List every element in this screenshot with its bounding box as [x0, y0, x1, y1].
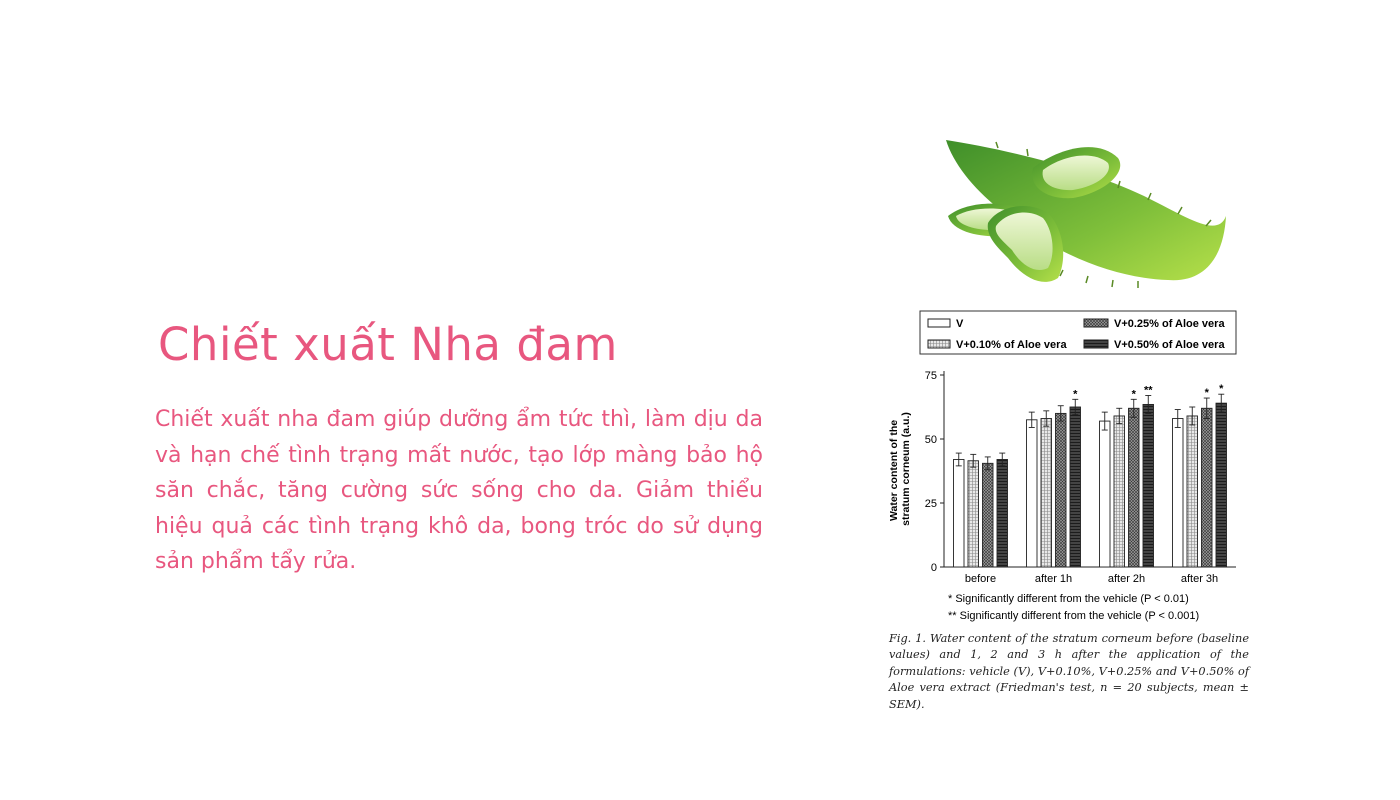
slide-title: Chiết xuất Nha đam: [158, 318, 618, 371]
y-tick-label: 50: [924, 434, 937, 446]
bar: [1114, 416, 1125, 567]
legend-label-v010: V+0.10% of Aloe vera: [956, 339, 1067, 351]
bar: [983, 463, 994, 567]
chart-legend: [920, 311, 1236, 354]
bar: [1027, 420, 1038, 567]
significance-marker: **: [1143, 384, 1153, 397]
bar: [1100, 421, 1111, 567]
legend-label-v: V: [956, 318, 964, 330]
water-content-chart: [884, 306, 1244, 626]
bar: [1187, 416, 1198, 567]
x-tick-label: after 1h: [1034, 573, 1073, 585]
legend-swatch-v010: [928, 340, 950, 348]
x-tick-label: before: [964, 573, 997, 585]
figure-caption: Fig. 1. Water content of the stratum corneum before (baseline values) and 1, 2 and 3 h after the application of the formulations: vehicle (V), V+0.10%, V+0.25% and V+0.50% of Aloe vera extract (Friedman's test, n = 20 subjects, mean ± SEM).: [889, 632, 1249, 711]
y-tick-label: 75: [924, 370, 937, 382]
legend-swatch-v: [928, 319, 950, 327]
legend-swatch-v025: [1084, 319, 1108, 327]
bar: [1129, 408, 1140, 567]
bar: [1173, 419, 1184, 567]
bar: [1143, 404, 1154, 567]
bar: [1070, 407, 1081, 567]
significance-note-2: ** Significantly different from the vehicle (P < 0.001): [948, 610, 1200, 622]
bar: [968, 461, 979, 567]
significance-marker: *: [1204, 387, 1209, 400]
bar: [1216, 403, 1227, 567]
legend-label-v025: V+0.25% of Aloe vera: [1114, 318, 1225, 330]
bar: [1041, 419, 1052, 567]
aloe-vera-leaf-icon: [938, 128, 1228, 298]
bar: [1202, 408, 1213, 567]
x-tick-label: after 3h: [1180, 573, 1219, 585]
y-tick-label: 25: [924, 498, 937, 510]
legend-swatch-v050: [1084, 340, 1108, 348]
y-axis-label: Water content of the stratum corneum (a.u.): [888, 412, 912, 526]
y-tick-label: 0: [930, 562, 937, 574]
significance-marker: *: [1219, 383, 1224, 396]
significance-marker: *: [1131, 388, 1136, 401]
bar: [997, 459, 1008, 567]
slide-body-text: Chiết xuất nha đam giúp dưỡng ẩm tức thì, làm dịu da và hạn chế tình trạng mất nước, tạo lớp màng bảo hộ săn chắc, tăng cường sức sống cho da. Giảm thiểu hiệu quả các tình trạng khô da, bong tróc do sử dụng sản phẩm tẩy rửa.: [155, 407, 763, 574]
significance-marker: *: [1073, 388, 1078, 401]
x-tick-label: after 2h: [1107, 573, 1146, 585]
chart-plot-area: [925, 370, 1236, 585]
legend-label-v050: V+0.50% of Aloe vera: [1114, 339, 1225, 351]
significance-note-1: * Significantly different from the vehicle (P < 0.01): [948, 593, 1189, 605]
bar: [954, 459, 965, 567]
bar: [1056, 413, 1067, 567]
